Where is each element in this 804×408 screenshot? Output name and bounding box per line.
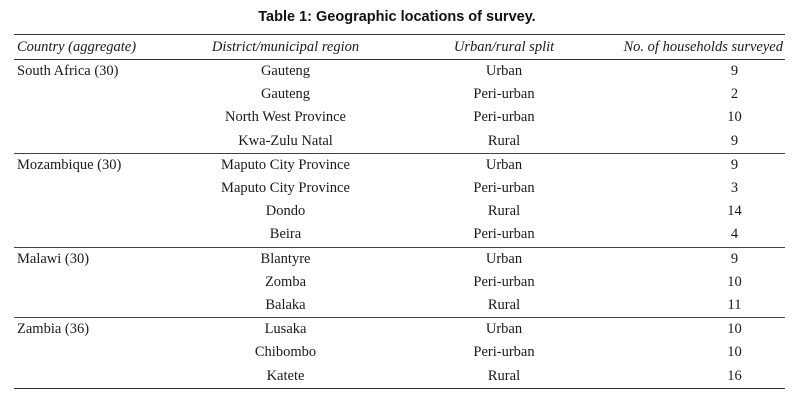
cell-count: 10	[727, 344, 742, 361]
cell-country	[14, 130, 167, 154]
cell-district: Katete	[167, 364, 404, 388]
cell-country	[14, 83, 167, 106]
header-row	[14, 35, 785, 60]
cell-split: Urban	[485, 63, 523, 80]
cell-count: 9	[730, 156, 739, 173]
table-row	[14, 106, 785, 129]
table-row	[14, 200, 785, 223]
cell-split: Peri-urban	[404, 223, 604, 247]
cell-district: Gauteng	[260, 86, 311, 103]
cell-count: 4	[604, 223, 785, 247]
cell-country	[14, 200, 167, 223]
table-row	[14, 177, 785, 200]
cell-district: Dondo	[265, 203, 306, 220]
header-split: Urban/rural split	[404, 35, 604, 60]
cell-split: Peri-urban	[473, 180, 535, 197]
table-row	[14, 130, 785, 154]
cell-country	[14, 271, 167, 294]
cell-count: 2	[730, 86, 739, 103]
cell-split: Peri-urban	[473, 86, 535, 103]
cell-split: Rural	[404, 130, 604, 154]
cell-split: Rural	[404, 364, 604, 388]
table-row	[14, 153, 785, 177]
table-row	[14, 271, 785, 294]
cell-split: Peri-urban	[473, 273, 535, 290]
cell-district: Kwa-Zulu Natal	[167, 130, 404, 154]
cell-count: 16	[604, 364, 785, 388]
cell-district: Balaka	[167, 294, 404, 318]
cell-country	[14, 294, 167, 318]
cell-country: Mozambique (30)	[17, 156, 122, 173]
cell-count: 11	[604, 294, 785, 318]
table-body	[14, 60, 785, 389]
cell-district: Maputo City Province	[221, 156, 350, 173]
cell-district: Gauteng	[260, 63, 311, 80]
cell-country	[14, 364, 167, 388]
cell-country	[14, 341, 167, 364]
cell-country	[14, 223, 167, 247]
cell-split: Rural	[487, 203, 521, 220]
cell-split: Urban	[485, 156, 523, 173]
cell-split: Peri-urban	[473, 344, 535, 361]
cell-country: South Africa (30)	[17, 63, 119, 80]
table-row	[14, 364, 785, 388]
cell-district: Zomba	[264, 273, 307, 290]
table-row	[14, 223, 785, 247]
cell-count: 9	[604, 130, 785, 154]
table-row	[14, 341, 785, 364]
table-header	[14, 35, 785, 60]
cell-count: 3	[730, 180, 739, 197]
header-count: No. of households surveyed	[604, 35, 785, 60]
table-row	[14, 83, 785, 106]
cell-split: Urban	[485, 250, 523, 267]
table-row	[14, 318, 785, 342]
header-country: Country (aggregate)	[14, 35, 167, 60]
cell-count: 14	[727, 203, 742, 220]
cell-district: Blantyre	[260, 250, 311, 267]
cell-split: Urban	[485, 321, 523, 338]
cell-count: 10	[727, 273, 742, 290]
cell-split: Rural	[404, 294, 604, 318]
cell-count: 10	[727, 109, 742, 126]
cell-country: Zambia (36)	[17, 321, 90, 338]
survey-locations-table	[14, 34, 785, 389]
cell-count: 10	[727, 321, 742, 338]
cell-district: Chibombo	[254, 344, 317, 361]
cell-count: 9	[730, 63, 739, 80]
table-row	[14, 60, 785, 84]
cell-district: Maputo City Province	[221, 180, 350, 197]
cell-country	[14, 106, 167, 129]
cell-district: Beira	[167, 223, 404, 247]
header-district: District/municipal region	[167, 35, 404, 60]
table-row	[14, 247, 785, 271]
cell-district: Lusaka	[264, 321, 307, 338]
table-row	[14, 294, 785, 318]
cell-split: Peri-urban	[473, 109, 535, 126]
cell-count: 9	[730, 250, 739, 267]
cell-country: Malawi (30)	[17, 250, 90, 267]
cell-country	[14, 177, 167, 200]
table-caption: Table 1: Geographic locations of survey.	[258, 9, 536, 25]
cell-district: North West Province	[225, 109, 346, 126]
